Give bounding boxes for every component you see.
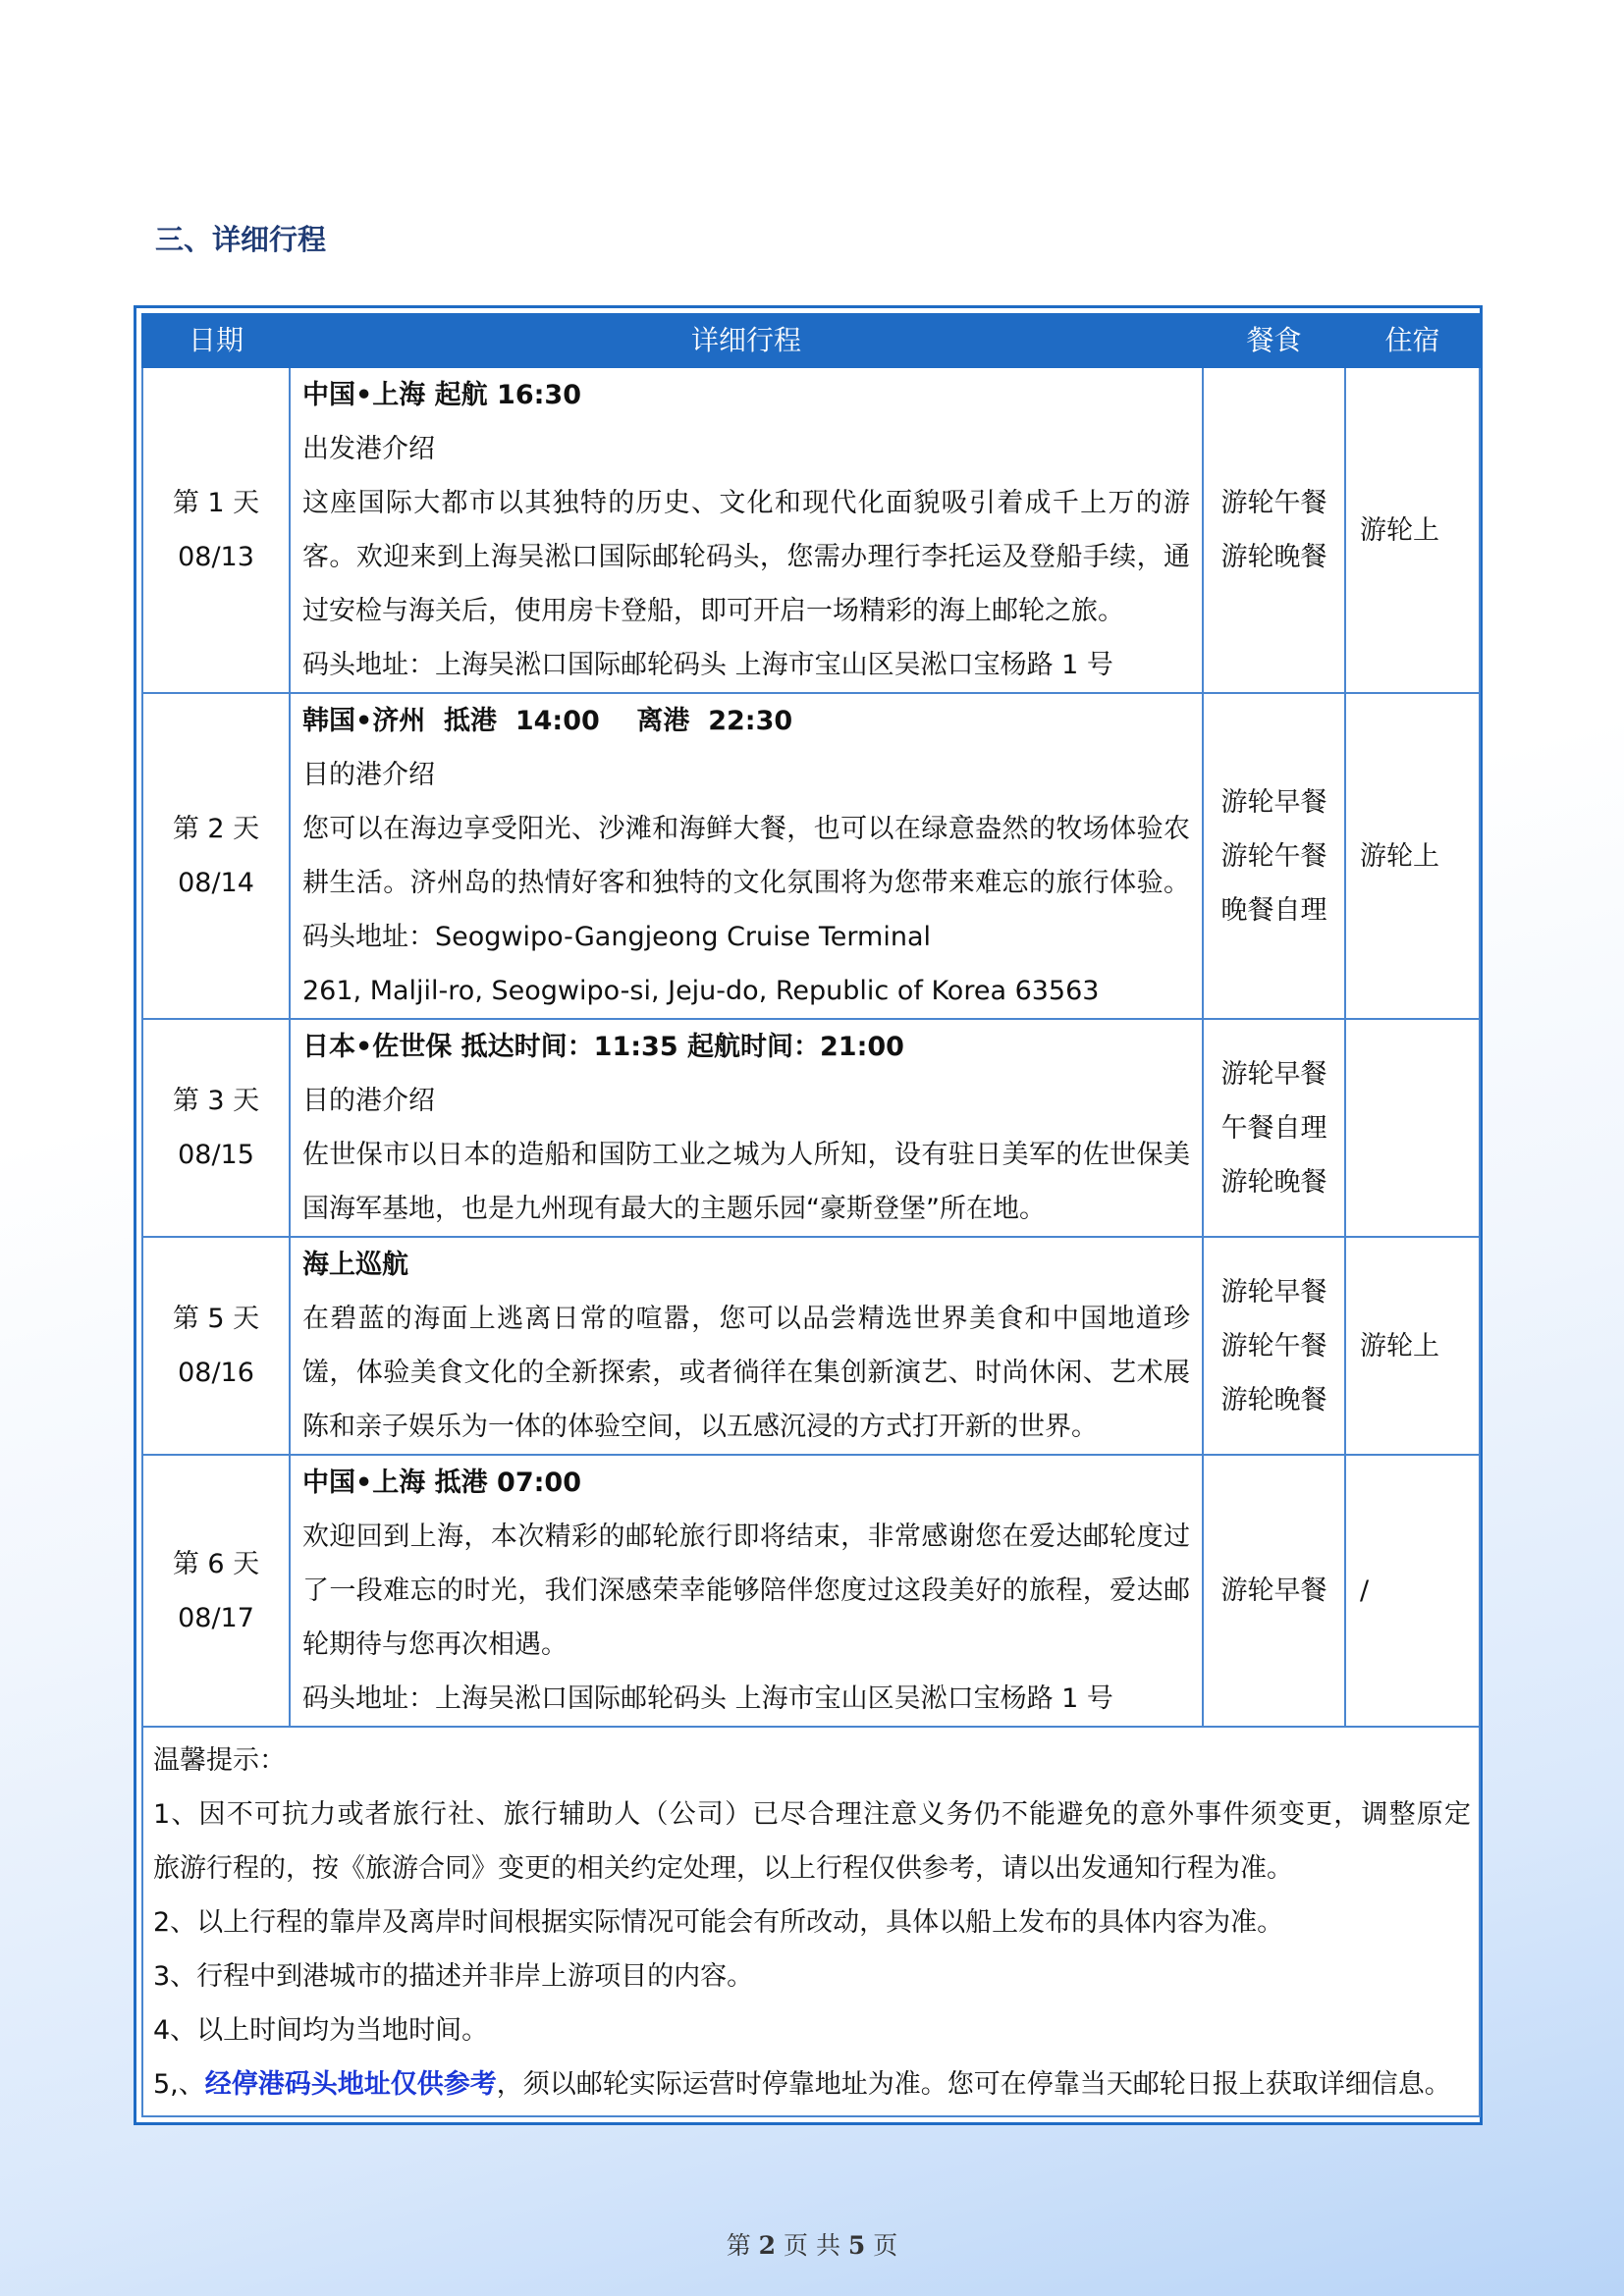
date-label: 08/16 [178,1358,254,1388]
note-line: 3、行程中到港城市的描述并非岸上游项目的内容。 [153,1961,754,1992]
port-title: 中国•上海 抵港 07:00 [302,1468,582,1498]
day-label: 第 1 天 [172,488,260,518]
meal-item: 晚餐自理 [1220,894,1327,926]
itinerary-frame [134,305,1483,2125]
meal-cell [1203,367,1345,693]
day-cell [142,1019,290,1237]
detail-cell [290,1237,1203,1455]
footer-mid: 页 共 [784,2231,840,2260]
detail-line: 码头地址：上海吴淞口国际邮轮码头 上海市宝山区吴淞口宝杨路 1 号 [302,650,1113,680]
detail-line: 您可以在海边享受阳光、沙滩和海鲜大餐，也可以在绿意盎然的牧场体验农 [302,814,1190,844]
page-footer [0,2226,1624,2262]
day-label: 第 5 天 [172,1304,260,1334]
detail-line: 轮期待与您再次相遇。 [302,1629,568,1660]
table-row [142,693,1480,1019]
meal-cell [1203,1455,1345,1727]
date-label: 08/17 [178,1602,254,1633]
footer-pre: 第 [726,2231,751,2260]
detail-cell [290,367,1203,693]
detail-line: 目的港介绍 [302,760,435,790]
detail-cell [290,693,1203,1019]
table-row [142,1019,1480,1237]
detail-line: 261, Maljil-ro, Seogwipo-si, Jeju-do, Republic of Korea 63563 [302,976,1100,1006]
stay-cell: 游轮上 [1345,1237,1480,1455]
stay-cell: 游轮上 [1345,693,1480,1019]
note-line: 4、以上时间均为当地时间。 [153,2015,489,2046]
detail-line: 过安检与海关后，使用房卡登船，即可开启一场精彩的海上邮轮之旅。 [302,596,1124,626]
detail-line: 欢迎回到上海，本次精彩的邮轮旅行即将结束，非常感谢您在爱达邮轮度过 [302,1522,1190,1552]
header-stay: 住宿 [1345,314,1480,367]
stay-cell: 游轮上 [1345,367,1480,693]
meal-cell [1203,1019,1345,1237]
notes-title: 温馨提示： [153,1745,286,1776]
table-row [142,1455,1480,1727]
detail-line: 出发港介绍 [302,434,435,464]
detail-line: 了一段难忘的时光，我们深感荣幸能够陪伴您度过这段美好的旅程，爱达邮 [302,1575,1190,1606]
meal-item: 游轮晚餐 [1220,1384,1327,1415]
notes-cell [142,1727,1480,2116]
meal-item: 游轮早餐 [1220,1058,1327,1090]
day-cell [142,367,290,693]
detail-line: 佐世保市以日本的造船和国防工业之城为人所知，设有驻日美军的佐世保美 [302,1140,1190,1170]
footer-post: 页 [873,2231,898,2260]
detail-line: 在碧蓝的海面上逃离日常的喧嚣，您可以品尝精选世界美食和中国地道珍 [302,1304,1190,1334]
meal-cell [1203,693,1345,1019]
header-detail: 详细行程 [290,314,1203,367]
stay-cell: / [1345,1455,1480,1727]
date-label: 08/14 [178,868,254,898]
header-meal: 餐食 [1203,314,1345,367]
detail-line: 目的港介绍 [302,1086,435,1116]
meal-item: 游轮晚餐 [1220,542,1327,572]
day-label: 第 6 天 [172,1548,260,1579]
detail-line: 客。欢迎来到上海吴淞口国际邮轮码头，您需办理行李托运及登船手续，通 [302,542,1190,572]
meal-item: 午餐自理 [1220,1112,1327,1144]
detail-line: 馐，体验美食文化的全新探索，或者徜徉在集创新演艺、时尚休闲、艺术展 [302,1358,1190,1388]
day-label: 第 3 天 [172,1086,260,1116]
detail-line: 耕生活。济州岛的热情好客和独特的文化氛围将为您带来难忘的旅行体验。 [302,868,1190,898]
day-cell [142,693,290,1019]
note-highlight: 经停港码头地址仅供参考 [204,2069,497,2100]
detail-line: 这座国际大都市以其独特的历史、文化和现代化面貌吸引着成千上万的游 [302,488,1190,518]
port-title: 中国•上海 起航 16:30 [302,380,582,410]
detail-line: 码头地址：上海吴淞口国际邮轮码头 上海市宝山区吴淞口宝杨路 1 号 [302,1683,1113,1714]
day-label: 第 2 天 [172,814,260,844]
meal-item: 游轮早餐 [1220,1276,1327,1308]
table-row [142,1237,1480,1455]
itinerary-table [141,313,1481,2117]
port-title: 韩国•济州 抵港 14:00 离港 22:30 [302,706,793,736]
table-header-row [142,314,1480,367]
note-line: 1、因不可抗力或者旅行社、旅行辅助人（公司）已尽合理注意义务仍不能避免的意外事件须变更，调整原定 [153,1799,1471,1830]
detail-cell [290,1455,1203,1727]
note-last-prefix: 5,、 [153,2069,205,2100]
header-date: 日期 [142,314,290,367]
meal-item: 游轮早餐 [1220,786,1327,818]
meal-item: 游轮早餐 [1220,1575,1327,1606]
table-row [142,367,1480,693]
detail-line: 国海军基地，也是九州现有最大的主题乐园“豪斯登堡”所在地。 [302,1194,1046,1224]
notes-row [142,1727,1480,2116]
meal-cell [1203,1237,1345,1455]
date-label: 08/15 [178,1140,254,1170]
detail-line: 码头地址：Seogwipo-Gangjeong Cruise Terminal [302,922,931,952]
footer-total-pages: 5 [847,2231,866,2260]
port-title: 日本•佐世保 抵达时间：11:35 起航时间：21:00 [302,1032,904,1062]
note-line: 2、以上行程的靠岸及离岸时间根据实际情况可能会有所改动，具体以船上发布的具体内容为准。 [153,1907,1284,1938]
meal-item: 游轮午餐 [1220,1330,1327,1362]
detail-line: 陈和亲子娱乐为一体的体验空间，以五感沉浸的方式打开新的世界。 [302,1412,1098,1442]
stay-cell [1345,1019,1480,1237]
day-cell [142,1455,290,1727]
meal-item: 游轮晚餐 [1220,1166,1327,1198]
note-line-last [153,2057,1471,2111]
detail-cell [290,1019,1203,1237]
day-cell [142,1237,290,1455]
note-line: 旅游行程的，按《旅游合同》变更的相关约定处理，以上行程仅供参考，请以出发通知行程为准。 [153,1853,1293,1884]
date-label: 08/13 [178,542,254,572]
meal-item: 游轮午餐 [1220,488,1327,518]
meal-item: 游轮午餐 [1220,840,1327,872]
footer-current-page: 2 [758,2231,777,2260]
port-title: 海上巡航 [302,1250,408,1280]
section-title: 三、详细行程 [155,223,327,256]
note-last-suffix: ，须以邮轮实际运营时停靠地址为准。您可在停靠当天邮轮日报上获取详细信息。 [496,2069,1451,2100]
